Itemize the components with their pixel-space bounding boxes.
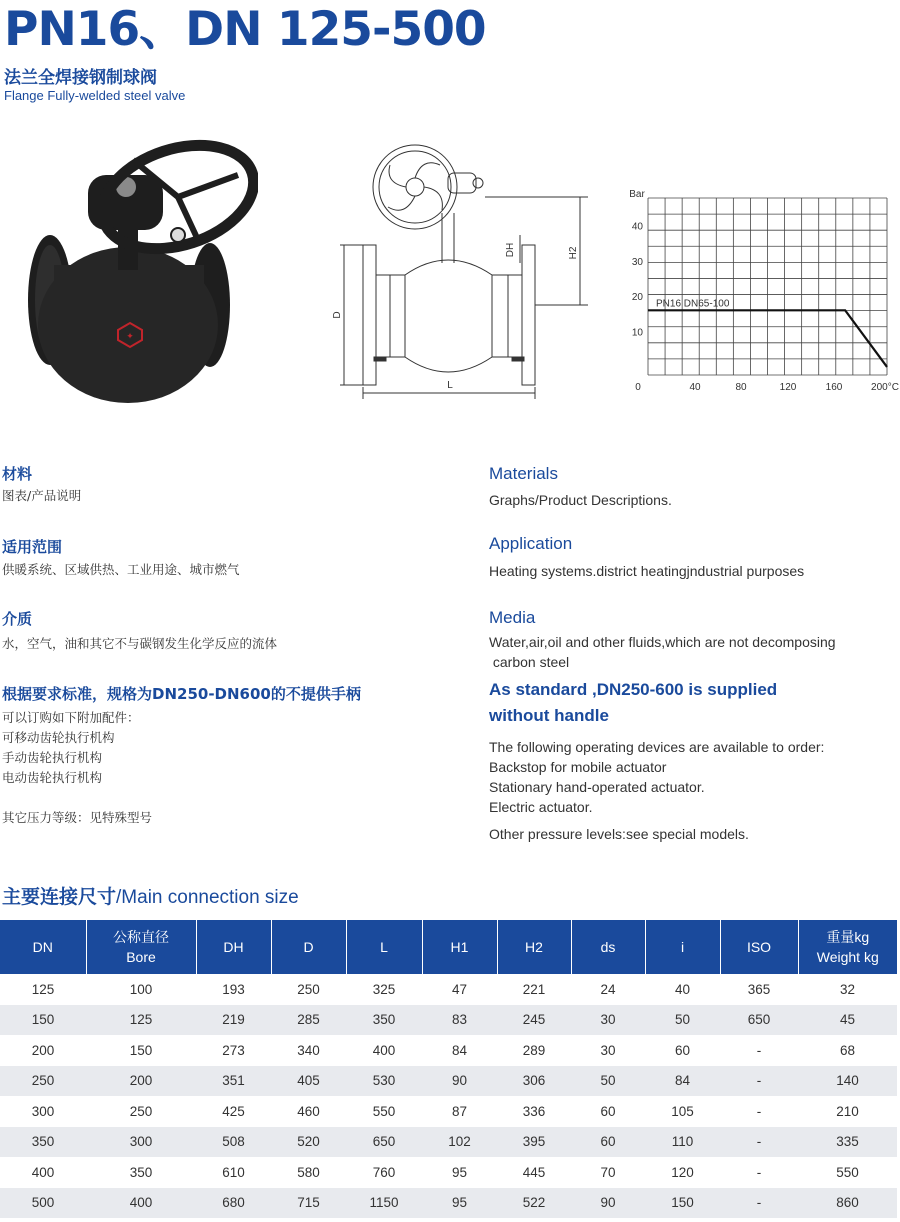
application-title-en: Application (489, 534, 573, 553)
table-cell: 395 (497, 1127, 571, 1158)
standard-title-cn: 根据要求标准，规格为DN250-DN600的不提供手柄 (2, 685, 361, 703)
series-label: PN16 DN65-100 (656, 298, 730, 310)
table-cell: 336 (522, 1103, 546, 1119)
valve-photo (18, 135, 258, 410)
table-row (0, 974, 897, 1005)
table-cell: 350 (129, 1164, 153, 1180)
table-cell: 200 (31, 1042, 55, 1058)
table-cell: 365 (747, 981, 771, 997)
table-cell: 219 (196, 1005, 271, 1036)
table-cell: 70 (600, 1164, 616, 1180)
dimension-label-d: D (332, 311, 343, 319)
pressure-temperature-chart (615, 180, 900, 400)
table-row (0, 1096, 897, 1127)
table-row (0, 1005, 897, 1036)
application-title-cn: 适用范围 (2, 538, 63, 556)
table-cell: 30 (600, 1042, 616, 1058)
table-cell: 30 (571, 1005, 645, 1036)
table-cell: 210 (836, 1103, 859, 1119)
media-text-cn: 水，空气，油和其它不与碳钢发生化学反应的流体 (2, 636, 278, 651)
media-title-cn: 介质 (2, 610, 33, 628)
materials-text-cn: 图表/产品说明 (2, 488, 82, 503)
header-cell: DN (0, 920, 86, 974)
table-cell: 140 (798, 1066, 897, 1097)
materials-title-en: Materials (489, 464, 558, 483)
table-cell: - (720, 1066, 798, 1097)
table-cell: 715 (271, 1188, 346, 1219)
table-cell: 400 (86, 1188, 196, 1219)
table-cell: 460 (297, 1103, 320, 1119)
table-cell: 445 (522, 1164, 546, 1180)
table-cell: 285 (271, 1005, 346, 1036)
table-row (0, 1188, 897, 1219)
svg-text:✦: ✦ (126, 332, 134, 342)
table-cell: 60 (600, 1103, 616, 1119)
standard-title-en-line2: without handle (489, 706, 609, 725)
x-tick-label: 0 (635, 382, 641, 393)
table-cell: 860 (798, 1188, 897, 1219)
table-cell: 580 (297, 1164, 320, 1180)
table-cell: 508 (196, 1127, 271, 1158)
y-axis-label: Bar (629, 189, 645, 200)
header-cell: H1 (422, 920, 497, 974)
x-tick-label: 120 (779, 382, 797, 393)
table-cell: 150 (0, 1005, 86, 1036)
media-title-en: Media (489, 608, 536, 627)
table-cell: 40 (674, 981, 691, 997)
application-text-en: Heating systems.district heatingjndustrial purposes (489, 563, 805, 579)
table-row (0, 1066, 897, 1097)
table-cell: 250 (0, 1066, 86, 1097)
table-cell: 500 (0, 1188, 86, 1219)
table-cell: 83 (422, 1005, 497, 1036)
table-cell: 95 (422, 1188, 497, 1219)
table-cell: 289 (522, 1042, 546, 1058)
y-tick-label: 10 (631, 327, 643, 339)
header-cell: 重量kg Weight kg (798, 920, 897, 974)
table-cell: 245 (497, 1005, 571, 1036)
table-cell: 530 (346, 1066, 422, 1097)
standard-line-en-1: The following operating devices are available to order: (489, 739, 825, 755)
table-cell: 60 (571, 1127, 645, 1158)
table-cell: 110 (645, 1127, 720, 1158)
header-cell: L (346, 920, 422, 974)
standard-line-en-4: Electric actuator. (489, 799, 593, 815)
table-cell: 250 (297, 981, 320, 997)
table-cell: 351 (196, 1066, 271, 1097)
table-row (0, 1157, 897, 1188)
table-cell: 150 (645, 1188, 720, 1219)
table-title-en: /Main connection size (116, 887, 299, 908)
other-pressure-cn: 其它压力等级：见特殊型号 (2, 810, 153, 825)
table-row (0, 1127, 897, 1158)
table-cell: 520 (271, 1127, 346, 1158)
table-header-row (0, 920, 897, 974)
header-cell: i (645, 920, 720, 974)
dimension-label-l: L (447, 380, 453, 391)
table-cell: 24 (600, 981, 616, 997)
table-cell: 125 (86, 1005, 196, 1036)
table-cell: 47 (451, 981, 468, 997)
y-tick-label: 20 (631, 292, 643, 304)
application-text-cn: 供暖系统、区域供热、工业用途、城市燃气 (2, 562, 240, 577)
table-cell: 650 (720, 1005, 798, 1036)
header-cell: H2 (497, 920, 571, 974)
table-cell: 125 (31, 981, 55, 997)
x-tick-label: 40 (689, 382, 701, 393)
table-cell: - (720, 1188, 798, 1219)
standard-line-en-3: Stationary hand-operated actuator. (489, 779, 705, 795)
table-cell: - (756, 1164, 762, 1180)
header-cell: D (271, 920, 346, 974)
header-cell: ISO (720, 920, 798, 974)
materials-text-en: Graphs/Product Descriptions. (489, 492, 672, 508)
table-cell: 350 (346, 1005, 422, 1036)
table-cell: 150 (129, 1042, 153, 1058)
table-cell: 350 (0, 1127, 86, 1158)
x-tick-label: 200°C (871, 382, 899, 393)
table-cell: 1150 (346, 1188, 422, 1219)
table-cell: 400 (372, 1042, 396, 1058)
connection-size-table (0, 920, 897, 1218)
table-cell: 200 (86, 1066, 196, 1097)
table-cell: 120 (671, 1164, 694, 1180)
header-cell: DH (196, 920, 271, 974)
table-cell: 50 (571, 1066, 645, 1097)
x-tick-label: 160 (825, 382, 843, 393)
y-tick-label: 40 (631, 221, 643, 233)
subtitle-english: Flange Fully-welded steel valve (4, 88, 186, 103)
table-cell: 95 (451, 1164, 468, 1180)
y-tick-label: 30 (631, 256, 643, 268)
table-cell: - (756, 1042, 762, 1058)
table-title (2, 882, 299, 909)
table-cell: 522 (497, 1188, 571, 1219)
table-cell: 90 (422, 1066, 497, 1097)
table-cell: 50 (645, 1005, 720, 1036)
table-cell: 340 (297, 1042, 320, 1058)
standard-line-cn-1: 可以订购如下附加配件： (2, 710, 140, 725)
table-cell: 32 (839, 981, 856, 997)
media-text-en-line1: Water,air,oil and other fluids,which are not decomposing (489, 634, 836, 650)
dimension-label-h2: H2 (568, 246, 579, 260)
table-cell: 221 (522, 981, 546, 997)
table-cell: 550 (836, 1164, 859, 1180)
table-cell: 68 (839, 1042, 856, 1058)
standard-line-cn-3: 手动齿轮执行机构 (2, 750, 103, 765)
dimension-label-dh: DH (505, 242, 516, 258)
page-title: PN16、DN 125-500 (4, 2, 486, 57)
materials-title-cn: 材料 (2, 465, 33, 483)
table-cell: 425 (222, 1103, 245, 1119)
other-pressure-en: Other pressure levels:see special models. (489, 826, 749, 842)
table-cell: 90 (571, 1188, 645, 1219)
table-cell: 250 (129, 1103, 153, 1119)
table-cell: 650 (346, 1127, 422, 1158)
table-cell: 550 (372, 1103, 396, 1119)
table-cell: 87 (451, 1103, 468, 1119)
table-cell: 84 (451, 1042, 468, 1058)
table-cell: - (756, 1103, 762, 1119)
table-cell: 60 (674, 1042, 691, 1058)
table-cell: 405 (271, 1066, 346, 1097)
table-cell: 610 (222, 1164, 245, 1180)
table-cell: 45 (798, 1005, 897, 1036)
header-cell: 公称直径 Bore (86, 920, 196, 974)
table-cell: 105 (671, 1103, 694, 1119)
table-cell: 300 (86, 1127, 196, 1158)
table-cell: 325 (372, 981, 396, 997)
table-cell: 300 (31, 1103, 55, 1119)
table-cell: 193 (222, 981, 245, 997)
table-cell: 335 (798, 1127, 897, 1158)
subtitle-chinese: 法兰全焊接钢制球阀 (4, 68, 157, 88)
standard-line-cn-4: 电动齿轮执行机构 (2, 770, 103, 785)
standard-title-en-line1: As standard ,DN250-600 is supplied (489, 680, 778, 699)
table-cell: 400 (31, 1164, 55, 1180)
table-cell: 84 (645, 1066, 720, 1097)
table-cell: - (720, 1127, 798, 1158)
media-text-en-line2: carbon steel (489, 654, 570, 670)
valve-technical-drawing (330, 135, 595, 400)
table-row (0, 1035, 897, 1066)
table-cell: 680 (196, 1188, 271, 1219)
table-cell: 102 (422, 1127, 497, 1158)
x-tick-label: 80 (735, 382, 747, 393)
table-cell: 273 (222, 1042, 245, 1058)
table-cell: 100 (129, 981, 153, 997)
table-cell: 306 (497, 1066, 571, 1097)
header-cell: ds (571, 920, 645, 974)
table-cell: 760 (372, 1164, 396, 1180)
table-title-cn: 主要连接尺寸 (2, 886, 117, 908)
standard-line-en-2: Backstop for mobile actuator (489, 759, 667, 775)
standard-line-cn-2: 可移动齿轮执行机构 (2, 730, 115, 745)
